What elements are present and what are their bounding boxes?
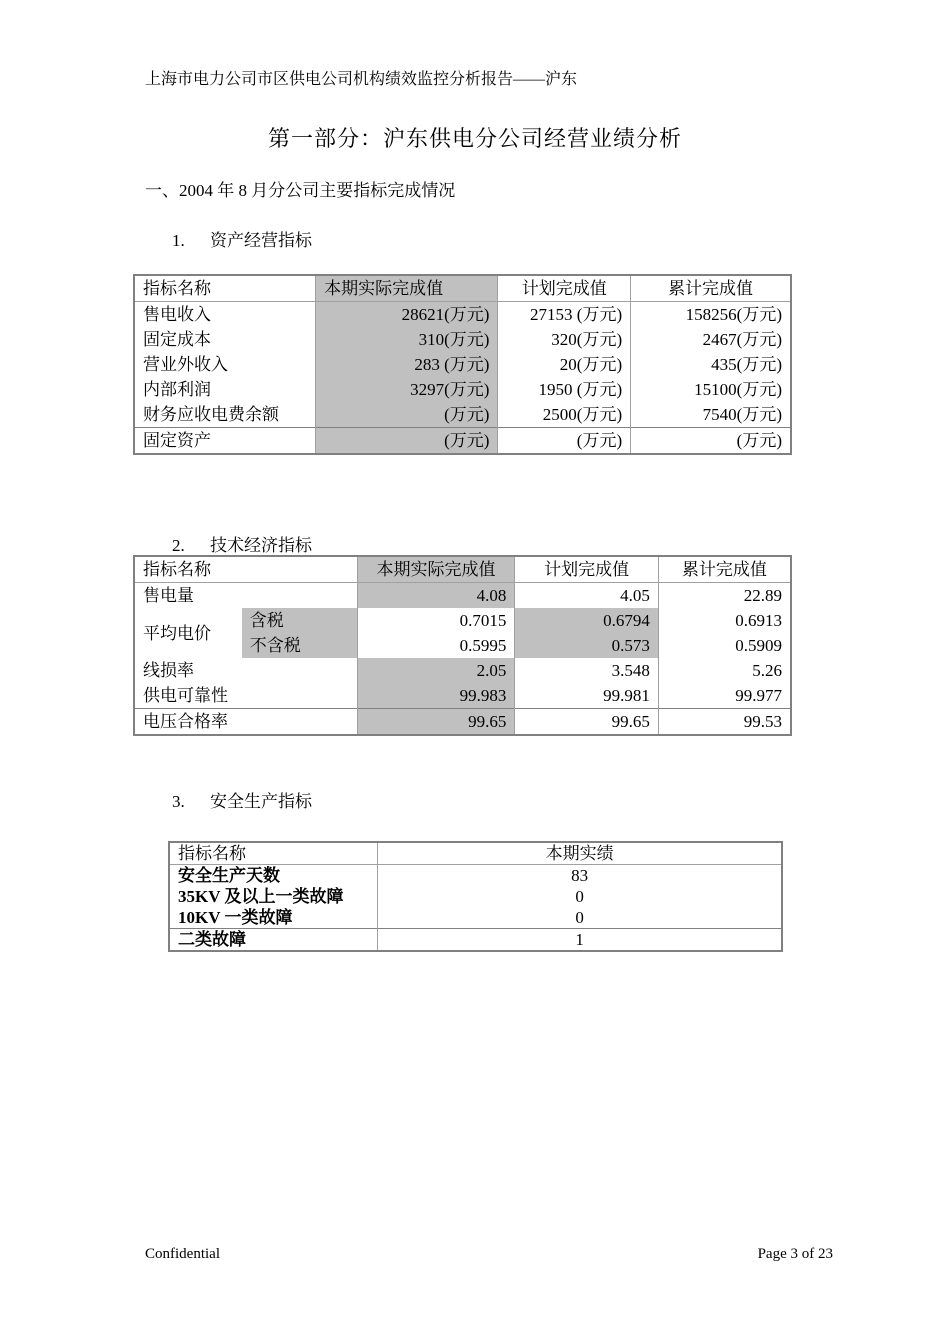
page-header: 上海市电力公司市区供电公司机构绩效监控分析报告——沪东 xyxy=(145,71,578,88)
table-row xyxy=(169,886,782,907)
actual-value: 99.983 xyxy=(357,683,515,709)
plan-value: 4.05 xyxy=(515,583,658,609)
cumulative-value: 7540(万元) xyxy=(702,405,782,424)
plan-value: 27153 (万元) xyxy=(498,302,631,328)
header-cell: 指标名称 xyxy=(134,275,316,302)
row-sublabel: 不含税 xyxy=(242,633,357,658)
table-row xyxy=(134,302,791,328)
table-row xyxy=(169,907,782,929)
header-cell: 计划完成值 xyxy=(515,556,658,583)
header-cell: 本期实绩 xyxy=(378,842,782,865)
cumulative-value: 22.89 xyxy=(743,586,782,605)
subheading-number: 1. xyxy=(172,231,185,250)
row-label: 10KV 一类故障 xyxy=(169,907,378,929)
row-label-avg-price: 平均电价 xyxy=(143,623,211,643)
plan-value: 0.573 xyxy=(515,633,658,658)
actual-value: 99.65 xyxy=(357,709,515,736)
plan-value: 99.981 xyxy=(515,683,658,709)
row-label: 固定资产 xyxy=(134,428,316,455)
plan-value: 0.6794 xyxy=(515,608,658,633)
row-label: 35KV 及以上一类故障 xyxy=(169,886,378,907)
footer-page-number: Page 3 of 23 xyxy=(757,1246,833,1262)
row-label: 线损率 xyxy=(134,658,357,683)
row-label: 安全生产天数 xyxy=(169,865,378,887)
table-row xyxy=(134,428,791,455)
cumulative-value: 5.26 xyxy=(752,661,782,680)
actual-value: 83 xyxy=(571,866,589,885)
table-header-row xyxy=(134,275,791,302)
cumulative-value: 15100(万元) xyxy=(694,380,782,399)
cumulative-value: (万元) xyxy=(631,428,791,455)
actual-value: 0.5995 xyxy=(357,633,515,658)
actual-value: 310(万元) xyxy=(316,327,498,352)
table-row xyxy=(134,352,791,377)
actual-value: (万元) xyxy=(316,428,498,455)
cumulative-value: 0.5909 xyxy=(735,636,782,655)
plan-value: 20(万元) xyxy=(498,352,631,377)
header-cell: 本期实际完成值 xyxy=(316,275,498,302)
table-row xyxy=(134,658,791,683)
row-label: 内部利润 xyxy=(134,377,316,402)
row-label: 售电收入 xyxy=(134,302,316,328)
actual-value: (万元) xyxy=(316,402,498,428)
subheading-number: 3. xyxy=(172,792,185,811)
page-title: 第一部分：沪东供电分公司经营业绩分析 xyxy=(267,126,682,151)
cumulative-value: 2467(万元) xyxy=(702,330,782,349)
row-label: 售电量 xyxy=(134,583,357,609)
plan-value: 1950 (万元) xyxy=(498,377,631,402)
technical-indicators-table xyxy=(133,555,792,736)
row-label: 二类故障 xyxy=(169,929,378,952)
row-label: 电压合格率 xyxy=(134,709,357,736)
table-row xyxy=(134,709,791,736)
actual-value: 0 xyxy=(575,908,584,927)
section-heading: 一、2004 年 8 月分公司主要指标完成情况 xyxy=(145,181,456,200)
subheading-asset xyxy=(172,226,312,251)
actual-value: 28621(万元) xyxy=(316,302,498,328)
subheading-label: 资产经营指标 xyxy=(210,231,312,250)
table-row xyxy=(134,377,791,402)
table-row xyxy=(134,583,791,609)
plan-value: 2500(万元) xyxy=(498,402,631,428)
table-row xyxy=(169,865,782,887)
header-cell: 指标名称 xyxy=(169,842,378,865)
cumulative-value: 99.53 xyxy=(658,709,791,736)
plan-value: 99.65 xyxy=(515,709,658,736)
plan-value: 3.548 xyxy=(515,658,658,683)
cumulative-value: 158256(万元) xyxy=(685,305,782,324)
subheading-technical xyxy=(172,531,312,556)
actual-value: 2.05 xyxy=(357,658,515,683)
actual-value: 0.7015 xyxy=(357,608,515,633)
header-cell: 指标名称 xyxy=(134,556,357,583)
footer-confidential: Confidential xyxy=(145,1246,220,1262)
row-label: 营业外收入 xyxy=(134,352,316,377)
row-label: 财务应收电费余额 xyxy=(134,402,316,428)
actual-value: 1 xyxy=(378,929,782,952)
cumulative-value: 435(万元) xyxy=(711,355,782,374)
table-row xyxy=(169,929,782,952)
header-cell: 累计完成值 xyxy=(658,556,791,583)
subheading-safety xyxy=(172,787,312,812)
header-cell: 本期实际完成值 xyxy=(357,556,515,583)
plan-value: 320(万元) xyxy=(498,327,631,352)
asset-indicators-table xyxy=(133,274,792,455)
table-row xyxy=(134,683,791,709)
actual-value: 283 (万元) xyxy=(316,352,498,377)
row-label: 固定成本 xyxy=(134,327,316,352)
table-row xyxy=(134,608,791,633)
cumulative-value: 0.6913 xyxy=(735,611,782,630)
actual-value: 0 xyxy=(575,887,584,906)
safety-indicators-table xyxy=(168,841,783,952)
table-header-row xyxy=(169,842,782,865)
cumulative-value: 99.977 xyxy=(735,686,782,705)
actual-value: 3297(万元) xyxy=(316,377,498,402)
subheading-label: 技术经济指标 xyxy=(210,536,312,555)
plan-value: (万元) xyxy=(498,428,631,455)
subheading-label: 安全生产指标 xyxy=(210,792,312,811)
row-sublabel: 含税 xyxy=(242,608,357,633)
actual-value: 4.08 xyxy=(357,583,515,609)
header-cell: 计划完成值 xyxy=(498,275,631,302)
row-label: 供电可靠性 xyxy=(134,683,357,709)
table-row xyxy=(134,327,791,352)
subheading-number: 2. xyxy=(172,536,185,555)
table-header-row xyxy=(134,556,791,583)
header-cell: 累计完成值 xyxy=(631,275,791,302)
table-row xyxy=(134,402,791,428)
